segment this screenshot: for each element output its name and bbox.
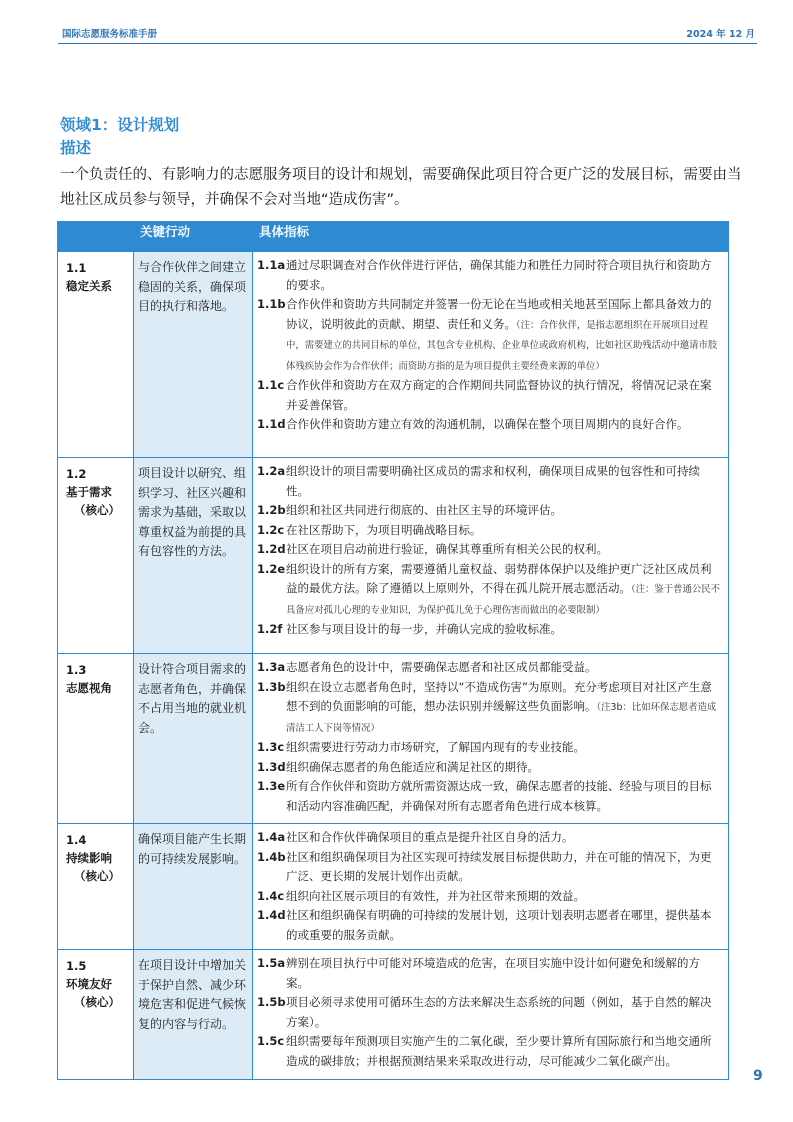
indicator-item (257, 540, 722, 560)
section-title: 领域1：设计规划 (60, 116, 180, 134)
key-action-cell: 与合作伙伴之间建立稳固的关系，确保项目的执行和落地。 (134, 252, 253, 458)
domain-cell (58, 252, 134, 458)
domain-name: 持续影响 (66, 851, 112, 865)
domain-cell (58, 950, 134, 1080)
header-date: 2024 年 12 月 (686, 29, 755, 40)
indicator-item (257, 658, 722, 678)
indicator-code: 1.5b (257, 995, 286, 1009)
indicator-item (257, 1032, 722, 1071)
indicator-item (257, 678, 722, 739)
domain-number: 1.1 (66, 261, 87, 275)
indicator-text: 合作伙伴和资助方在双方商定的合作期间共同监督协议的执行情况，将情况记录在案并妥善保管。 (286, 378, 712, 412)
indicator-code: 1.5a (257, 956, 286, 970)
indicator-code: 1.4b (257, 849, 286, 864)
indicator-item (257, 993, 722, 1032)
header-key-action: 关键行动 (134, 222, 253, 252)
indicator-code: 1.4c (257, 888, 285, 903)
indicator-code: 1.3e (257, 779, 286, 793)
indicator-item (257, 777, 722, 816)
indicator-item (257, 462, 722, 501)
indicators-cell (253, 458, 729, 654)
indicator-item (257, 415, 722, 435)
indicator-text: 社区和合作伙伴确保项目的重点是提升社区自身的活力。 (286, 830, 574, 844)
key-action-cell: 设计符合项目需求的志愿者角色，并确保不占用当地的就业机会。 (134, 654, 253, 824)
indicator-code: 1.3c (257, 740, 285, 754)
indicator-item (257, 521, 722, 541)
domain-cell (58, 824, 134, 950)
indicator-item (257, 256, 722, 295)
indicator-item (257, 906, 722, 945)
key-action-cell: 在项目设计中增加关于保护自然、减少环境危害和促进气候恢复的内容与行动。 (134, 950, 253, 1080)
domain-number: 1.4 (66, 833, 87, 847)
table-row (58, 950, 729, 1080)
page-number: 9 (753, 1068, 763, 1084)
indicator-code: 1.2c (257, 522, 285, 537)
indicator-code: 1.2a (257, 464, 286, 478)
indicator-code: 1.2e (257, 561, 286, 576)
table-row (58, 252, 729, 458)
key-action-cell: 确保项目能产生长期的可持续发展影响。 (134, 824, 253, 950)
section-intro: 一个负责任的、有影响力的志愿服务项目的设计和规划，需要确保此项目符合更广泛的发展目标，需要由当地社区成员参与领导，并确保不会对当地“造成伤害”。 (60, 167, 742, 208)
domain-name: 环境友好 (66, 977, 112, 991)
indicator-code: 1.1c (257, 378, 285, 392)
indicator-note: （注3b：比如环保志愿者造成清洁工人下岗等情况） (286, 702, 717, 734)
indicator-note: （注：合作伙伴，是指志愿组织在开展项目过程中，需要建立的共同目标的单位，其包含专业机构、企业单位或政府机构，比如社区助残活动中邀请市肢体残疾协会作为合作伙伴；而资助方指的是为项目提供主要经费来源的单位） (286, 319, 718, 372)
header-indicators: 具体指标 (253, 222, 729, 252)
indicator-item (257, 954, 722, 993)
domain-cell (58, 458, 134, 654)
table-header-row (58, 222, 729, 252)
indicator-text: 在社区帮助下，为项目明确战略目标。 (286, 522, 482, 537)
table-row (58, 458, 729, 654)
indicator-text: 合作伙伴和资助方共同制定并签署一份无论在当地或相关地甚至国际上都具备效力的协议，说明彼此的贡献、期望、责任和义务。 (286, 297, 712, 331)
indicator-text: 组织设计的所有方案，需要遵循儿童权益、弱势群体保护以及维护更广泛社区成员利益的最优方法。除了遵循以上原则外，不得在孤儿院开展志愿活动。 (286, 561, 712, 595)
indicator-item (257, 887, 722, 907)
indicator-code: 1.2b (257, 503, 286, 517)
core-label: （核心） (74, 869, 120, 883)
indicator-text: 组织向社区展示项目的有效性，并为社区带来预期的效益。 (286, 888, 585, 903)
indicator-item (257, 501, 722, 521)
indicators-cell (253, 824, 729, 950)
core-label: （核心） (74, 503, 120, 517)
domain-number: 1.2 (66, 467, 87, 481)
indicators-cell (253, 654, 729, 824)
indicator-code: 1.3b (257, 679, 286, 694)
indicator-code: 1.1a (257, 258, 286, 272)
section-subtitle: 描述 (60, 139, 92, 157)
indicator-text: 所有合作伙伴和资助方就所需资源达成一致，确保志愿者的技能、经验与项目的目标和活动内容准确匹配，并确保对所有志愿者角色进行成本核算。 (286, 779, 712, 813)
indicator-code: 1.4a (257, 830, 286, 844)
table-row (58, 824, 729, 950)
indicator-text: 合作伙伴和资助方建立有效的沟通机制，以确保在整个项目周期内的良好合作。 (286, 417, 689, 431)
indicator-text: 通过尽职调查对合作伙伴进行评估，确保其能力和胜任力同时符合项目执行和资助方的要求。 (286, 258, 712, 292)
indicator-item (257, 848, 722, 887)
header-title: 国际志愿服务标准手册 (62, 29, 158, 40)
table-row (58, 654, 729, 824)
indicator-text: 组织需要进行劳动力市场研究，了解国内现有的专业技能。 (286, 740, 585, 754)
indicator-item (257, 376, 722, 415)
indicator-text: 组织确保志愿者的角色能适应和满足社区的期待。 (286, 759, 539, 774)
page-header (62, 26, 755, 42)
indicator-code: 1.2d (257, 542, 286, 556)
domain-number: 1.3 (66, 663, 87, 677)
indicator-code: 1.1d (257, 417, 286, 431)
indicator-text: 组织需要每年预测项目实施产生的二氧化碳，至少要计算所有国际旅行和当地交通所造成的碳排放；并根据预测结果来采取改进行动，尽可能减少二氧化碳产出。 (286, 1034, 712, 1068)
indicator-code: 1.5c (257, 1034, 285, 1048)
indicator-code: 1.4d (257, 908, 286, 922)
indicator-text: 社区和组织确保有明确的可持续的发展计划，这项计划表明志愿者在哪里，提供基本的或重要的服务贡献。 (286, 908, 712, 942)
domain-number: 1.5 (66, 959, 87, 973)
indicator-note: （注：鉴于普通公民不具备应对孤儿心理的专业知识，为保护孤儿免于心理伤害而做出的必要限制） (286, 584, 721, 616)
indicator-text: 辨别在项目执行中可能对环境造成的危害，在项目实施中设计如何避免和缓解的方案。 (286, 956, 700, 990)
indicator-item (257, 295, 722, 376)
indicator-text: 项目必须寻求使用可循环生态的方法来解决生态系统的问题（例如，基于自然的解决方案）。 (286, 995, 712, 1029)
indicator-text: 组织设计的项目需要明确社区成员的需求和权利，确保项目成果的包容性和可持续性。 (286, 464, 700, 498)
indicator-code: 1.1b (257, 297, 286, 311)
indicators-cell (253, 950, 729, 1080)
indicator-item (257, 828, 722, 848)
indicator-text: 社区在项目启动前进行验证，确保其尊重所有相关公民的权利。 (286, 542, 608, 556)
indicator-text: 志愿者角色的设计中，需要确保志愿者和社区成员都能受益。 (286, 660, 597, 674)
header-divider (58, 43, 757, 44)
domain-name: 志愿视角 (66, 681, 112, 695)
key-action-cell: 项目设计以研究、组织学习、社区兴趣和需求为基础，采取以尊重权益为前提的具有包容性的方法。 (134, 458, 253, 654)
indicator-item (257, 620, 722, 640)
indicator-code: 1.2f (257, 622, 283, 636)
indicator-text: 组织和社区共同进行彻底的、由社区主导的环境评估。 (286, 503, 562, 517)
indicator-item (257, 560, 722, 621)
header-domain (58, 222, 134, 252)
indicator-item (257, 758, 722, 778)
indicator-text: 组织在设立志愿者角色时，坚持以“不造成伤害”为原则。充分考虑项目对社区产生意想不到的负面影响的可能，想办法识别并缓解这些负面影响。 (286, 679, 712, 713)
domain-name: 基于需求 (66, 485, 112, 499)
domain-cell (58, 654, 134, 824)
indicators-cell (253, 252, 729, 458)
core-label: （核心） (74, 995, 120, 1009)
indicator-text: 社区和组织确保项目为社区实现可持续发展目标提供助力，并在可能的情况下，为更广泛、更长期的发展计划作出贡献。 (286, 849, 712, 883)
indicator-code: 1.3d (257, 759, 286, 774)
domain-name: 稳定关系 (66, 279, 112, 293)
standards-table (57, 221, 729, 1080)
indicator-code: 1.3a (257, 660, 286, 674)
indicator-text: 社区参与项目设计的每一步，并确认完成的验收标准。 (286, 622, 562, 636)
indicator-item (257, 738, 722, 758)
